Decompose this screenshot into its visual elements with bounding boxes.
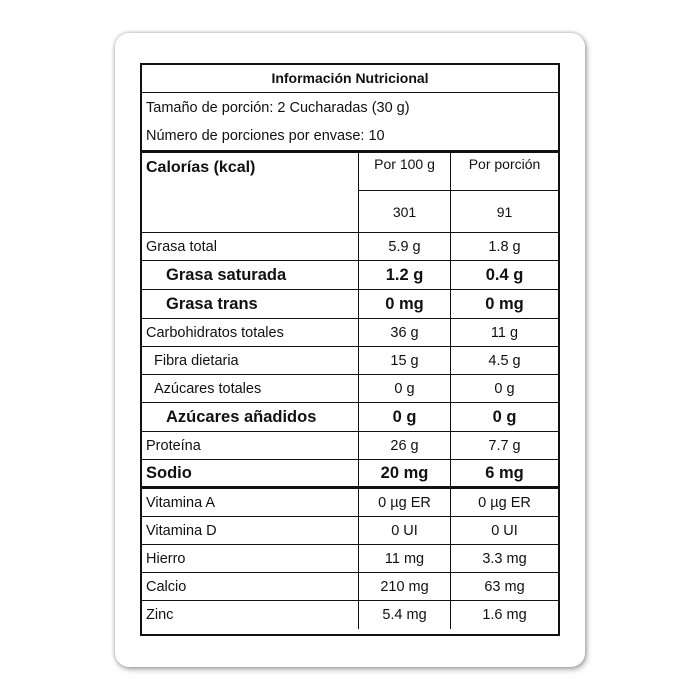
- nutrient-per-serving: 4.5 g: [450, 347, 558, 374]
- nutrient-row: [142, 403, 558, 432]
- serving-size: Tamaño de porción: 2 Cucharadas (30 g): [146, 100, 410, 116]
- nutrient-per-serving: 11 g: [450, 319, 558, 346]
- nutrient-row: [142, 319, 558, 347]
- nutrient-per-serving: 0.4 g: [450, 261, 558, 289]
- calories-per-serving: 91: [496, 203, 513, 220]
- nutrient-label: Sodio: [146, 463, 192, 482]
- micronutrient-per-100g: 0 UI: [358, 517, 450, 544]
- table-title: Información Nutricional: [142, 65, 558, 93]
- micronutrient-per-serving: 1.6 mg: [450, 601, 558, 629]
- micronutrient-label: Hierro: [146, 550, 186, 567]
- nutrient-label: Grasa total: [146, 238, 217, 255]
- micronutrient-per-serving: 0 UI: [450, 517, 558, 544]
- nutrient-label: Azúcares totales: [154, 380, 262, 397]
- nutrient-per-100g: 15 g: [358, 347, 450, 374]
- nutrient-row: [142, 432, 558, 460]
- nutrient-label: Grasa saturada: [166, 265, 287, 284]
- nutrient-per-serving: 1.8 g: [450, 233, 558, 260]
- nutrition-facts-table: [140, 63, 560, 636]
- nutrient-per-serving: 0 g: [450, 375, 558, 402]
- nutrient-label: Azúcares añadidos: [166, 407, 317, 426]
- micronutrient-label: Calcio: [146, 578, 187, 595]
- nutrient-per-100g: 36 g: [358, 319, 450, 346]
- nutrient-per-serving: 0 g: [450, 403, 558, 431]
- servings-per-container: Número de porciones por envase: 10: [146, 128, 385, 144]
- micronutrient-label: Zinc: [146, 607, 174, 623]
- micronutrient-row: [142, 545, 558, 573]
- micronutrient-per-serving: 3.3 mg: [450, 545, 558, 572]
- nutrient-row: [142, 460, 558, 489]
- nutrient-row: [142, 375, 558, 403]
- calories-row: [142, 153, 558, 233]
- nutrient-row: [142, 347, 558, 375]
- per-serving-column: [450, 153, 558, 232]
- micronutrient-per-100g: 11 mg: [358, 545, 450, 572]
- nutrient-label: Proteína: [146, 437, 201, 454]
- nutrient-per-serving: 7.7 g: [450, 432, 558, 459]
- nutrient-row: [142, 261, 558, 290]
- nutrient-per-100g: 0 g: [358, 375, 450, 402]
- calories-per-100g: 301: [392, 203, 417, 220]
- micronutrient-per-100g: 5.4 mg: [358, 601, 450, 629]
- micronutrient-row: [142, 489, 558, 517]
- per-100g-column: [358, 153, 450, 232]
- nutrient-row: [142, 233, 558, 261]
- nutrient-per-serving: 6 mg: [450, 460, 558, 486]
- nutrient-label: Grasa trans: [166, 294, 258, 313]
- micronutrient-per-100g: 0 µg ER: [358, 489, 450, 516]
- micronutrient-row: [142, 573, 558, 601]
- calories-label: Calorías (kcal): [146, 159, 256, 176]
- nutrient-per-100g: 0 mg: [358, 290, 450, 318]
- micronutrient-row: [142, 601, 558, 629]
- nutrient-label: Fibra dietaria: [154, 352, 239, 369]
- nutrient-per-100g: 0 g: [358, 403, 450, 431]
- per-serving-header: Por porción: [451, 153, 558, 191]
- nutrient-per-100g: 26 g: [358, 432, 450, 459]
- nutrient-label: Carbohidratos totales: [146, 324, 284, 341]
- per-100g-header: Por 100 g: [359, 153, 450, 191]
- micronutrient-label: Vitamina D: [146, 522, 217, 539]
- micronutrient-per-serving: 63 mg: [450, 573, 558, 600]
- nutrient-per-100g: 1.2 g: [358, 261, 450, 289]
- micronutrient-label: Vitamina A: [146, 494, 216, 511]
- nutrient-row: [142, 290, 558, 319]
- micronutrient-per-100g: 210 mg: [358, 573, 450, 600]
- nutrient-per-100g: 5.9 g: [358, 233, 450, 260]
- micronutrient-per-serving: 0 µg ER: [450, 489, 558, 516]
- serving-info: [142, 93, 558, 153]
- nutrient-per-100g: 20 mg: [358, 460, 450, 486]
- micronutrient-row: [142, 517, 558, 545]
- nutrient-per-serving: 0 mg: [450, 290, 558, 318]
